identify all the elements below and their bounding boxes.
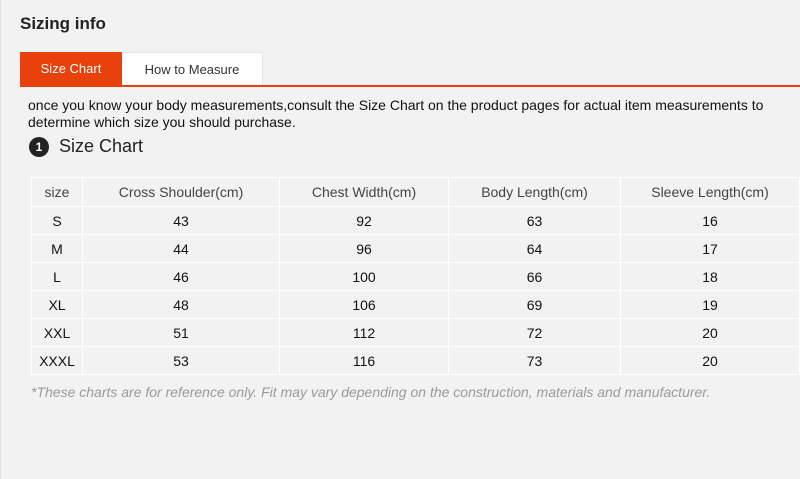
cell-size: M (32, 235, 83, 263)
cell-sleeve-length: 19 (621, 291, 800, 319)
header-body-length: Body Length(cm) (449, 178, 621, 207)
tab-bar (20, 52, 263, 85)
cell-chest-width: 106 (280, 291, 449, 319)
cell-body-length: 69 (449, 291, 621, 319)
header-sleeve-length: Sleeve Length(cm) (621, 178, 800, 207)
cell-cross-shoulder: 46 (83, 263, 280, 291)
cell-cross-shoulder: 48 (83, 291, 280, 319)
tab-underline (20, 85, 800, 87)
cell-chest-width: 100 (280, 263, 449, 291)
table-row (32, 263, 800, 291)
cell-body-length: 72 (449, 319, 621, 347)
tab-how-to-measure[interactable]: How to Measure (122, 52, 263, 85)
table-row (32, 235, 800, 263)
table-row (32, 207, 800, 235)
cell-sleeve-length: 16 (621, 207, 800, 235)
section-title: Size Chart (59, 136, 144, 156)
page-title: Sizing info (20, 14, 106, 33)
cell-chest-width: 112 (280, 319, 449, 347)
table-row (32, 291, 800, 319)
cell-sleeve-length: 18 (621, 263, 800, 291)
table-row (32, 319, 800, 347)
cell-size: S (32, 207, 83, 235)
cell-sleeve-length: 17 (621, 235, 800, 263)
cell-chest-width: 92 (280, 207, 449, 235)
cell-sleeve-length: 20 (621, 319, 800, 347)
disclaimer-footnote: *These charts are for reference only. Fit may vary depending on the construction, materials and manufacturer. (31, 384, 711, 400)
cell-cross-shoulder: 51 (83, 319, 280, 347)
header-cross-shoulder: Cross Shoulder(cm) (83, 178, 280, 207)
section-header (29, 136, 143, 157)
cell-cross-shoulder: 43 (83, 207, 280, 235)
cell-size: L (32, 263, 83, 291)
intro-text: once you know your body measurements,consult the Size Chart on the product pages for actual item measurements to determine which size you should purchase. (28, 97, 764, 130)
cell-cross-shoulder: 44 (83, 235, 280, 263)
cell-body-length: 66 (449, 263, 621, 291)
step-number-badge: 1 (29, 137, 49, 157)
cell-size: XXXL (32, 347, 83, 375)
size-chart-table (31, 177, 800, 375)
cell-body-length: 73 (449, 347, 621, 375)
cell-size: XL (32, 291, 83, 319)
cell-body-length: 63 (449, 207, 621, 235)
table-header-row (32, 178, 800, 207)
cell-chest-width: 116 (280, 347, 449, 375)
tab-size-chart[interactable]: Size Chart (20, 52, 122, 85)
cell-sleeve-length: 20 (621, 347, 800, 375)
table-row (32, 347, 800, 375)
cell-size: XXL (32, 319, 83, 347)
header-size: size (32, 178, 83, 207)
header-chest-width: Chest Width(cm) (280, 178, 449, 207)
cell-chest-width: 96 (280, 235, 449, 263)
cell-cross-shoulder: 53 (83, 347, 280, 375)
cell-body-length: 64 (449, 235, 621, 263)
